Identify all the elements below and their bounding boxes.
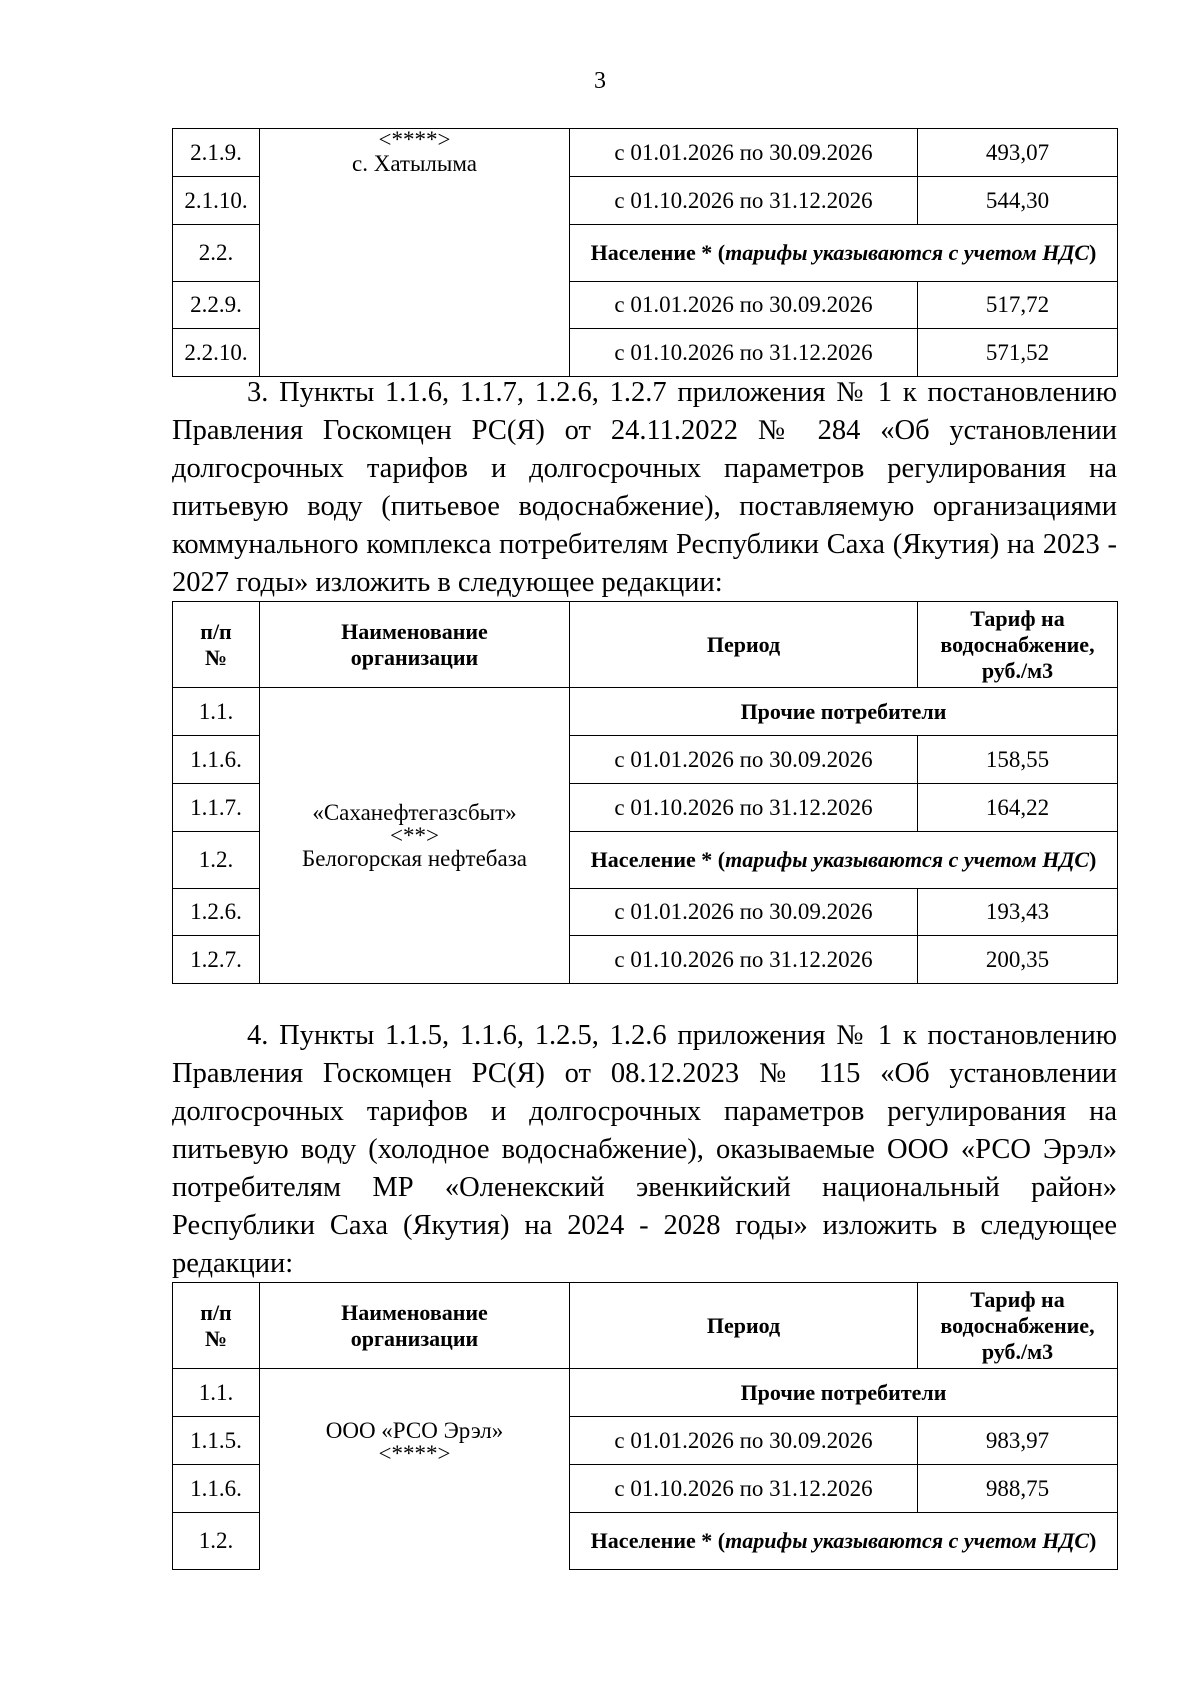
section-heading: Прочие потребители	[570, 688, 1118, 736]
table-row	[173, 1369, 1118, 1417]
period-cell: с 01.01.2026 по 30.09.2026	[570, 1417, 918, 1465]
period-cell: с 01.01.2026 по 30.09.2026	[570, 129, 918, 177]
row-number: 2.2.	[173, 225, 260, 282]
section-heading	[570, 1513, 1118, 1570]
org-name: ООО «РСО Эрэл»	[325, 1417, 504, 1443]
header-period: Период	[570, 1283, 918, 1369]
header-number: п/п №	[173, 1283, 260, 1369]
section-label: Население * (	[590, 1528, 726, 1553]
tariff-table-3	[172, 1282, 1118, 1570]
org-branch: Белогорская нефтебаза	[302, 845, 527, 871]
header-organization: Наименование организации	[260, 602, 570, 688]
tariff-table-2	[172, 601, 1118, 984]
paragraph-line: Правления Госкомцен РС(Я) от 08.12.2023 № 115 «Об установлении	[172, 1058, 1117, 1089]
period-cell: с 01.10.2026 по 31.12.2026	[570, 1465, 918, 1513]
row-number: 1.1.	[173, 688, 260, 736]
header-tariff: Тариф на водоснабжение, руб./м3	[918, 602, 1118, 688]
table-row	[173, 1513, 1118, 1570]
table-row	[173, 688, 1118, 736]
section-note: тарифы указываются с учетом НДС	[725, 847, 1090, 872]
row-number: 2.1.9.	[173, 129, 260, 177]
paragraph-line: коммунального комплекса потребителям Республики Саха (Якутия) на 2023 -	[172, 529, 1117, 560]
period-cell: с 01.10.2026 по 31.12.2026	[570, 936, 918, 984]
tariff-cell: 983,97	[918, 1417, 1118, 1465]
row-number: 1.1.6.	[173, 736, 260, 784]
header-number: п/п №	[173, 602, 260, 688]
table-header-row	[173, 602, 1118, 688]
paragraph-line: питьевую воду (питьевое водоснабжение), поставляемую организациями	[172, 491, 1117, 522]
org-code: <****>	[378, 128, 451, 152]
paragraph-line: Республики Саха (Якутия) на 2024 - 2028 годы» изложить в следующее	[172, 1210, 1117, 1241]
period-cell: с 01.01.2026 по 30.09.2026	[570, 282, 918, 329]
row-number: 1.2.6.	[173, 889, 260, 936]
tariff-cell: 544,30	[918, 177, 1118, 225]
org-code: <****>	[378, 1440, 451, 1466]
paragraph-line: 4. Пункты 1.1.5, 1.1.6, 1.2.5, 1.2.6 приложения № 1 к постановлению	[247, 1020, 1117, 1051]
row-number: 1.1.	[173, 1369, 260, 1417]
row-number: 1.2.	[173, 1513, 260, 1570]
paragraph-line: редакции:	[172, 1248, 294, 1279]
org-code: <**>	[390, 822, 439, 848]
section-label: Население * (	[590, 240, 726, 265]
tariff-cell: 493,07	[918, 129, 1118, 177]
section-label: Население * (	[590, 847, 726, 872]
section-heading: Прочие потребители	[570, 1369, 1118, 1417]
period-cell: с 01.10.2026 по 31.12.2026	[570, 329, 918, 377]
paragraph-line: потребителям МР «Оленекский эвенкийский национальный район»	[172, 1172, 1117, 1203]
row-number: 1.1.6.	[173, 1465, 260, 1513]
table-row	[173, 129, 1118, 177]
row-number: 2.2.9.	[173, 282, 260, 329]
row-number: 1.1.5.	[173, 1417, 260, 1465]
row-number: 1.2.7.	[173, 936, 260, 984]
row-number: 1.2.	[173, 832, 260, 889]
tariff-cell: 517,72	[918, 282, 1118, 329]
tariff-cell: 988,75	[918, 1465, 1118, 1513]
tariff-cell: 158,55	[918, 736, 1118, 784]
tariff-cell: 164,22	[918, 784, 1118, 832]
organization-cell	[260, 688, 570, 984]
header-tariff: Тариф на водоснабжение, руб./м3	[918, 1283, 1118, 1369]
tariff-table-1	[172, 128, 1118, 377]
paragraph-line: долгосрочных тарифов и долгосрочных параметров регулирования на	[172, 453, 1117, 484]
tariff-cell: 193,43	[918, 889, 1118, 936]
org-name: с. Хатылыма	[352, 151, 477, 176]
section-close: )	[1089, 1528, 1097, 1553]
organization-cell	[260, 129, 570, 377]
paragraph-3	[172, 374, 1117, 602]
paragraph-line: долгосрочных тарифов и долгосрочных параметров регулирования на	[172, 1096, 1117, 1127]
row-number: 2.1.10.	[173, 177, 260, 225]
section-note: тарифы указываются с учетом НДС	[725, 240, 1090, 265]
paragraph-line: 3. Пункты 1.1.6, 1.1.7, 1.2.6, 1.2.7 приложения № 1 к постановлению	[247, 377, 1117, 408]
period-cell: с 01.01.2026 по 30.09.2026	[570, 736, 918, 784]
section-heading	[570, 832, 1118, 889]
tariff-cell: 571,52	[918, 329, 1118, 377]
row-number: 2.2.10.	[173, 329, 260, 377]
row-number: 1.1.7.	[173, 784, 260, 832]
paragraph-line: Правления Госкомцен РС(Я) от 24.11.2022 № 284 «Об установлении	[172, 415, 1117, 446]
paragraph-4	[172, 1017, 1117, 1283]
header-organization: Наименование организации	[260, 1283, 570, 1369]
period-cell: с 01.01.2026 по 30.09.2026	[570, 889, 918, 936]
paragraph-line: питьевую воду (холодное водоснабжение), оказываемые ООО «РСО Эрэл»	[172, 1134, 1117, 1165]
table-header-row	[173, 1283, 1118, 1369]
section-close: )	[1089, 240, 1097, 265]
tariff-cell: 200,35	[918, 936, 1118, 984]
period-cell: с 01.10.2026 по 31.12.2026	[570, 784, 918, 832]
page-number: 3	[594, 68, 606, 94]
period-cell: с 01.10.2026 по 31.12.2026	[570, 177, 918, 225]
paragraph-line: 2027 годы» изложить в следующее редакции:	[172, 567, 723, 598]
section-note: тарифы указываются с учетом НДС	[725, 1528, 1090, 1553]
section-heading	[570, 225, 1118, 282]
organization-cell-continued	[260, 1513, 570, 1570]
organization-cell	[260, 1369, 570, 1513]
header-period: Период	[570, 602, 918, 688]
org-name: «Саханефтегазсбыт»	[312, 799, 517, 825]
section-close: )	[1089, 847, 1097, 872]
